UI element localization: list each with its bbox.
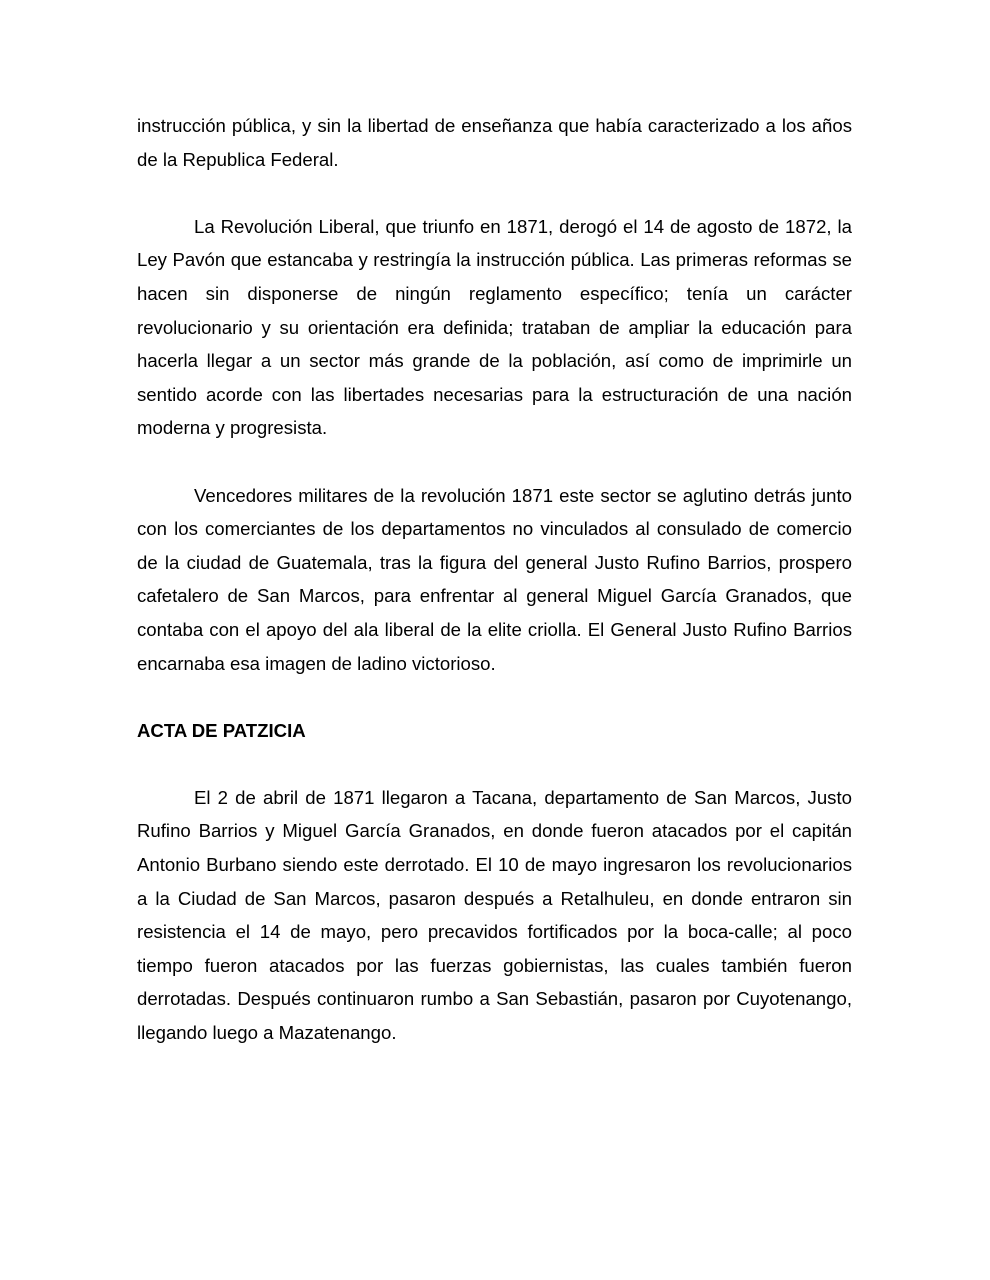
section-heading: ACTA DE PATZICIA xyxy=(137,719,306,741)
paragraph-vencedores-militares: Vencedores militares de la revolución 1871 este sector se aglutino detrás junto con los comerciantes de los departamentos no vinculados al consulado de comercio de la ciudad de Guatemala, tras la figura del general Justo Rufino Barrios, prospero cafetalero de San Marcos, para enfrentar al general Miguel García Granados, que contaba con el apoyo del ala liberal de la elite criolla. El General Justo Rufino Barrios encarnaba esa imagen de ladino victorioso. xyxy=(137,484,852,674)
paragraph-continuation: instrucción pública, y sin la libertad de enseñanza que había caracterizado a los años de la Republica Federal. xyxy=(137,115,852,170)
paragraph-acta-patzicia: El 2 de abril de 1871 llegaron a Tacana, departamento de San Marcos, Justo Rufino Barrios y Miguel García Granados, en donde fueron atacados por el capitán Antonio Burbano siendo este derrotado. El 10 de mayo ingresaron los revolucionarios a la Ciudad de San Marcos, pasaron después a Retalhuleu, en donde entraron sin resistencia el 14 de mayo, pero precavidos fortificados por la boca-calle; al poco tiempo fueron atacados por las fuerzas gobiernistas, las cuales también fueron derrotadas. Después continuaron rumbo a San Sebastián, pasaron por Cuyotenango, llegando luego a Mazatenango. xyxy=(137,786,852,1044)
paragraph-revolucion-liberal: La Revolución Liberal, que triunfo en 1871, derogó el 14 de agosto de 1872, la Ley Pavón que estancaba y restringía la instrucción pública. Las primeras reformas se hacen sin disponerse de ningún reglamento específico; tenía un carácter revolucionario y su orientación era definida; trataban de ampliar la educación para hacerla llegar a un sector más grande de la población, así como de imprimirle un sentido acorde con las libertades necesarias para la estructuración de una nación moderna y progresista. xyxy=(137,215,852,439)
document-body xyxy=(137,109,852,1050)
